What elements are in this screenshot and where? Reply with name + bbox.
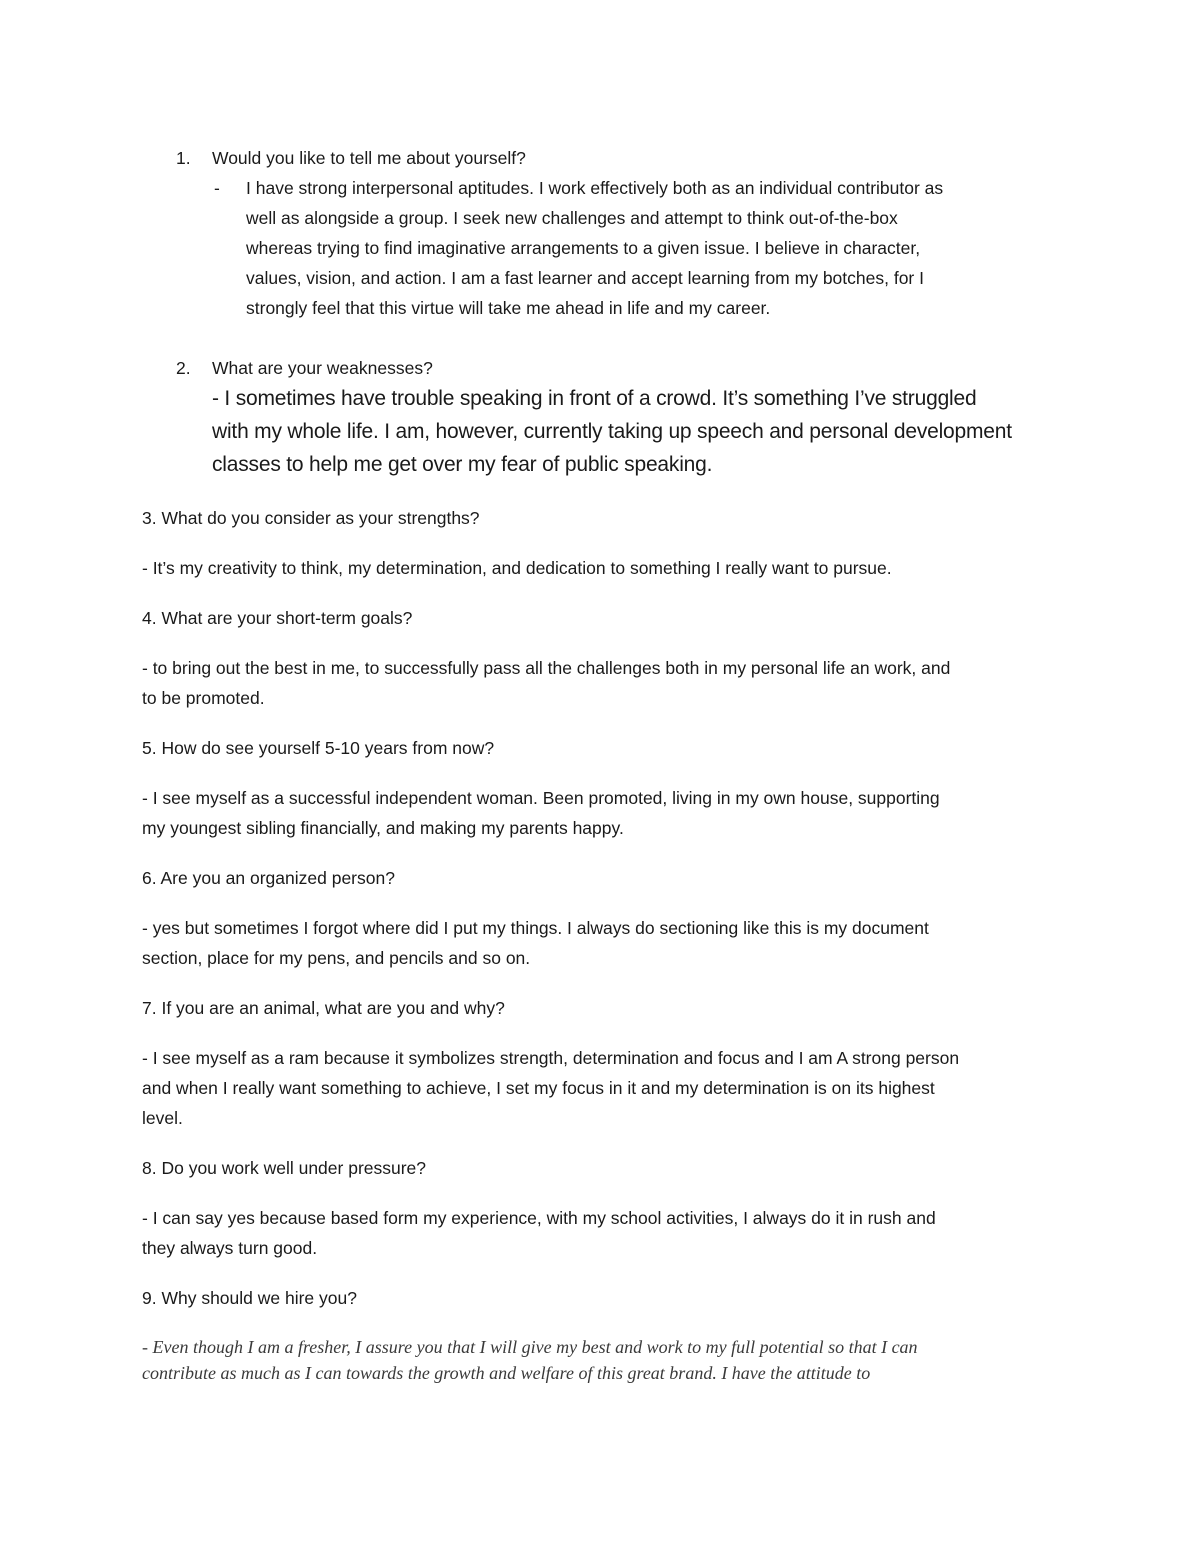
question-text: 9. Why should we hire you?: [142, 1288, 357, 1308]
answer-line: whereas trying to find imaginative arrangements to a given issue. I believe in character,: [246, 238, 921, 258]
answer-line: - to bring out the best in me, to successfully pass all the challenges both in my personal life an work, and: [142, 658, 951, 678]
answer-dash: -: [214, 178, 220, 198]
answer-line: I have strong interpersonal aptitudes. I work effectively both as an individual contributor as: [246, 178, 944, 198]
answer-line: - I see myself as a successful independent woman. Been promoted, living in my own house, supporting: [142, 788, 940, 808]
answer-line: - I can say yes because based form my experience, with my school activities, I always do it in rush and: [142, 1208, 936, 1228]
question-text: 7. If you are an animal, what are you and why?: [142, 998, 505, 1018]
answer-line: section, place for my pens, and pencils and so on.: [142, 948, 531, 968]
question-text: 5. How do see yourself 5-10 years from now?: [142, 738, 495, 758]
answer-line: to be promoted.: [142, 688, 265, 708]
question-text: What are your weaknesses?: [212, 358, 433, 378]
answer-line: contribute as much as I can towards the growth and welfare of this great brand. I have the attitude to: [142, 1363, 871, 1383]
answer-line: with my whole life. I am, however, currently taking up speech and personal development: [212, 420, 1012, 443]
answer-line: - I see myself as a ram because it symbolizes strength, determination and focus and I am A strong person: [142, 1048, 960, 1068]
answer-line: values, vision, and action. I am a fast learner and accept learning from my botches, for I: [246, 268, 924, 288]
question-number: 1.: [176, 148, 191, 168]
answer-line: - yes but sometimes I forgot where did I put my things. I always do sectioning like this is my document: [142, 918, 929, 938]
answer-line: well as alongside a group. I seek new challenges and attempt to think out-of-the-box: [246, 208, 898, 228]
answer-line: and when I really want something to achieve, I set my focus in it and my determination is on its highest: [142, 1078, 935, 1098]
answer-line: they always turn good.: [142, 1238, 318, 1258]
answer-line: strongly feel that this virtue will take me ahead in life and my career.: [246, 298, 771, 318]
answer-line: - Even though I am a fresher, I assure you that I will give my best and work to my full potential so that I can: [142, 1337, 918, 1357]
question-text: Would you like to tell me about yourself?: [212, 148, 526, 168]
answer-line: my youngest sibling financially, and making my parents happy.: [142, 818, 624, 838]
question-text: 3. What do you consider as your strengths?: [142, 508, 480, 528]
question-text: 6. Are you an organized person?: [142, 868, 395, 888]
question-text: 8. Do you work well under pressure?: [142, 1158, 427, 1178]
question-number: 2.: [176, 358, 191, 378]
answer-line: level.: [142, 1108, 183, 1128]
answer-line: - It’s my creativity to think, my determination, and dedication to something I really want to pursue.: [142, 558, 892, 578]
answer-line: classes to help me get over my fear of public speaking.: [212, 453, 713, 476]
answer-line: - I sometimes have trouble speaking in front of a crowd. It’s something I’ve struggled: [212, 387, 977, 410]
question-text: 4. What are your short-term goals?: [142, 608, 413, 628]
